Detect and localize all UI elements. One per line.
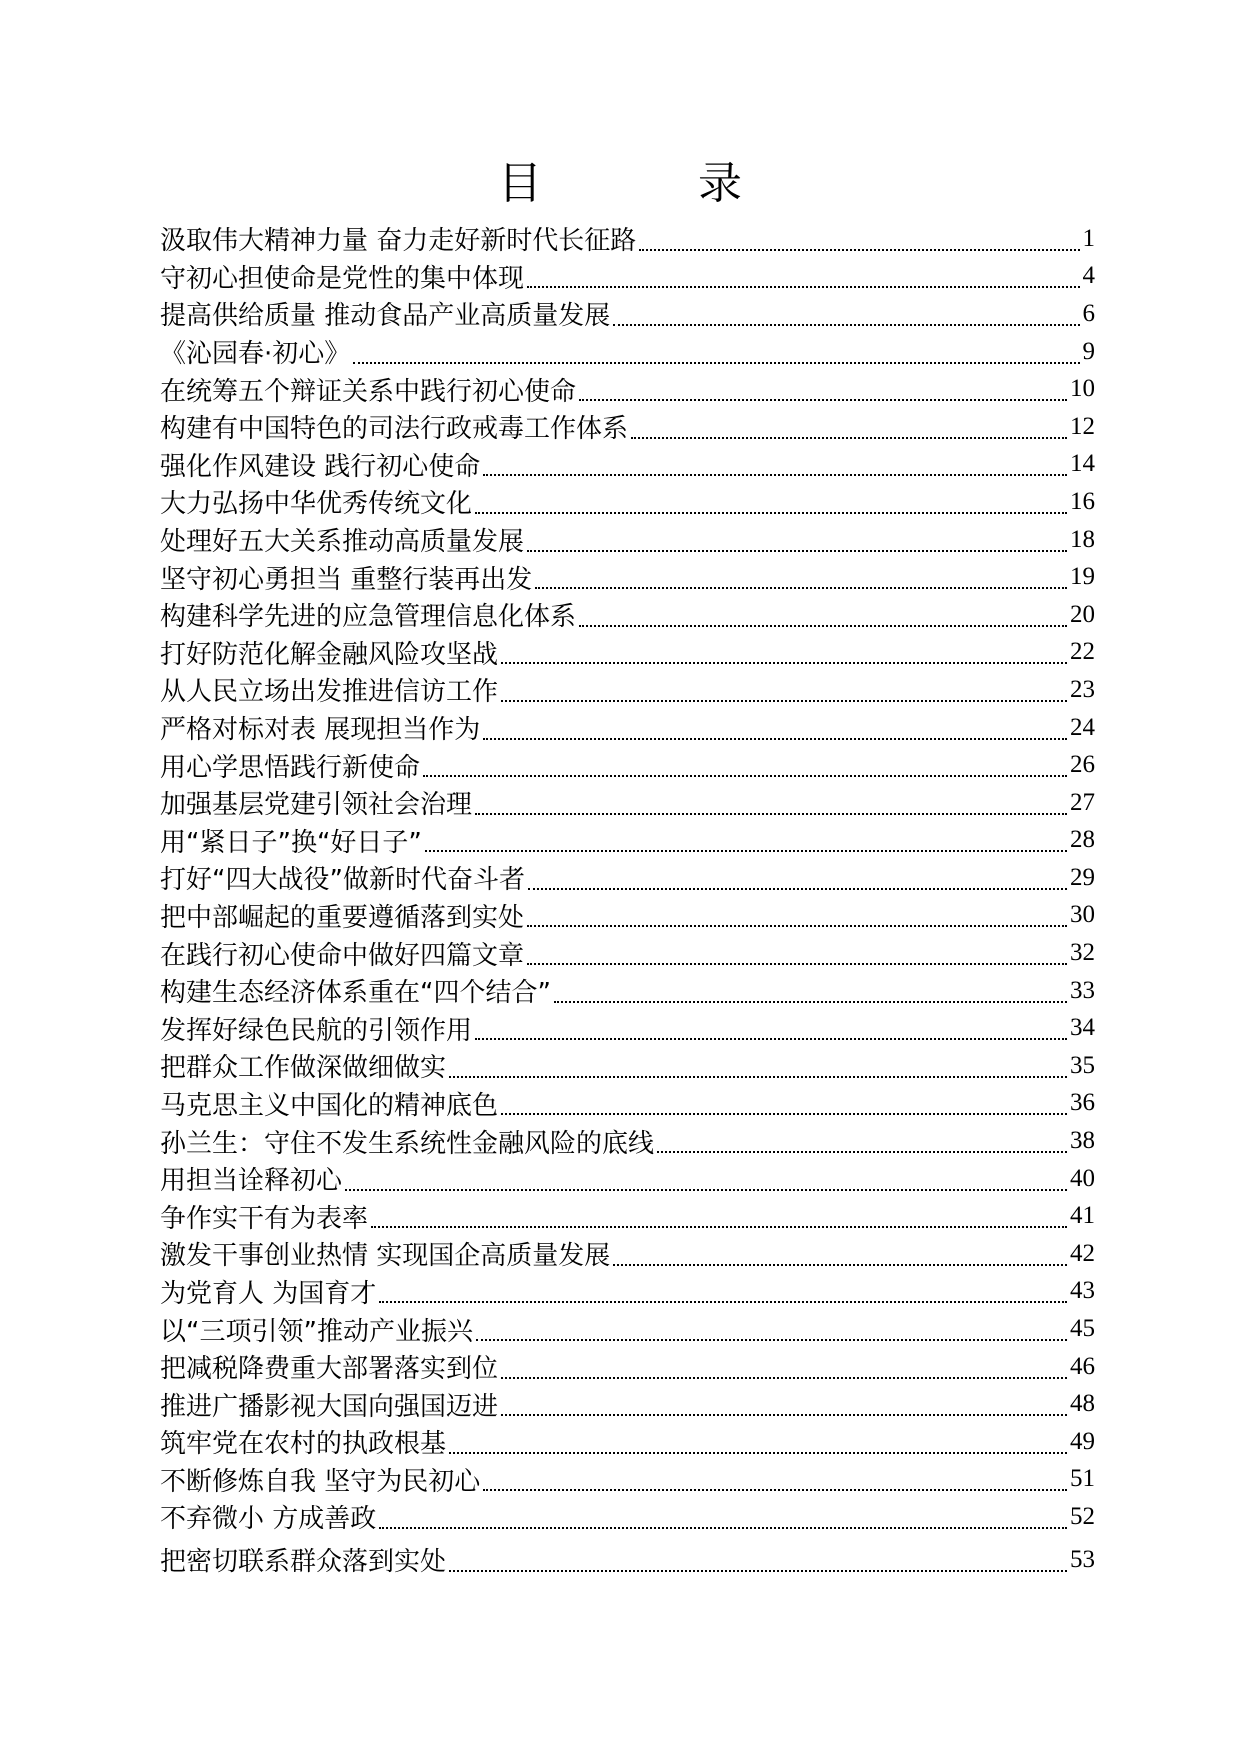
toc-entry-title: 争作实干有为表率 (160, 1203, 369, 1234)
toc-entry-title: 激发干事创业热情 实现国企高质量发展 (160, 1241, 611, 1272)
toc-entry-title: 用心学思悟践行新使命 (160, 752, 421, 783)
toc-dot-leader (475, 512, 1067, 514)
toc-page-number: 4 (1082, 262, 1095, 290)
toc-page-number: 30 (1070, 901, 1095, 929)
toc-page-number: 40 (1070, 1164, 1095, 1192)
toc-page-number: 36 (1070, 1089, 1095, 1117)
toc-page-number: 18 (1070, 525, 1095, 553)
toc-entry[interactable] (160, 295, 1095, 333)
toc-dot-leader (379, 1301, 1067, 1303)
toc-entry[interactable] (160, 333, 1095, 371)
toc-dot-leader (528, 888, 1067, 890)
toc-entry[interactable] (160, 558, 1095, 596)
toc-page-number: 32 (1070, 939, 1095, 967)
toc-entry-title: 把减税降费重大部署落实到位 (160, 1354, 499, 1385)
toc-dot-leader (579, 625, 1067, 627)
toc-entry[interactable] (160, 1273, 1095, 1311)
toc-entry-title: 守初心担使命是党性的集中体现 (160, 263, 525, 294)
toc-page-number: 1 (1082, 224, 1095, 252)
toc-page-number: 19 (1070, 563, 1095, 591)
toc-entry[interactable] (160, 1498, 1095, 1536)
toc-entry-title: 不弃微小 方成善政 (160, 1504, 377, 1535)
toc-entry[interactable] (160, 258, 1095, 296)
toc-entry-title: 从人民立场出发推进信访工作 (160, 677, 499, 708)
toc-entry[interactable] (160, 822, 1095, 860)
toc-page-number: 35 (1070, 1051, 1095, 1079)
toc-dot-leader (483, 738, 1067, 740)
toc-page-number: 45 (1070, 1315, 1095, 1343)
toc-entry[interactable] (160, 1122, 1095, 1160)
toc-entry[interactable] (160, 1348, 1095, 1386)
toc-entry-title: 强化作风建设 践行初心使命 (160, 451, 481, 482)
toc-entry[interactable] (160, 521, 1095, 559)
toc-page-number: 6 (1082, 299, 1095, 327)
toc-page-number: 48 (1070, 1390, 1095, 1418)
toc-entry[interactable] (160, 784, 1095, 822)
toc-entry[interactable] (160, 1235, 1095, 1273)
toc-entry[interactable] (160, 1085, 1095, 1123)
toc-page-number: 26 (1070, 751, 1095, 779)
toc-entry[interactable] (160, 1047, 1095, 1085)
toc-dot-leader (475, 813, 1067, 815)
toc-page-number: 51 (1070, 1465, 1095, 1493)
toc-entry[interactable] (160, 972, 1095, 1010)
toc-dot-leader (501, 662, 1067, 664)
toc-page-number: 28 (1070, 826, 1095, 854)
toc-page-number: 46 (1070, 1352, 1095, 1380)
toc-entry-title: 构建科学先进的应急管理信息化体系 (160, 602, 577, 633)
toc-entry-title: 《沁园春·初心》 (160, 339, 351, 370)
toc-entry[interactable] (160, 220, 1095, 258)
toc-dot-leader (423, 775, 1067, 777)
toc-entry-title: 坚守初心勇担当 重整行装再出发 (160, 564, 533, 595)
toc-entry-title: 为党育人 为国育才 (160, 1278, 377, 1309)
toc-entry-title: 打好防范化解金融风险攻坚战 (160, 639, 499, 670)
toc-entry-title: 构建有中国特色的司法行政戒毒工作体系 (160, 414, 629, 445)
toc-dot-leader (379, 1527, 1067, 1529)
toc-dot-leader (639, 249, 1079, 251)
toc-entry[interactable] (160, 671, 1095, 709)
toc-dot-leader (501, 1377, 1067, 1379)
toc-entry[interactable] (160, 483, 1095, 521)
toc-entry[interactable] (160, 1009, 1095, 1047)
toc-entry[interactable] (160, 1160, 1095, 1198)
toc-page-number: 14 (1070, 450, 1095, 478)
toc-entry-title: 在统筹五个辩证关系中践行初心使命 (160, 376, 577, 407)
toc-entry-title: 不断修炼自我 坚守为民初心 (160, 1466, 481, 1497)
toc-dot-leader (535, 587, 1067, 589)
toc-entry[interactable] (160, 370, 1095, 408)
toc-dot-leader (353, 362, 1079, 364)
toc-entry-title: 处理好五大关系推动高质量发展 (160, 527, 525, 558)
toc-entry[interactable] (160, 709, 1095, 747)
toc-entry-title: 把密切联系群众落到实处 (160, 1547, 447, 1578)
toc-dot-leader (527, 550, 1067, 552)
toc-dot-leader (501, 1113, 1067, 1115)
toc-entry-title: 汲取伟大精神力量 奋力走好新时代长征路 (160, 226, 637, 257)
toc-page-number: 22 (1070, 638, 1095, 666)
toc-entry[interactable] (160, 446, 1095, 484)
toc-dot-leader (631, 437, 1067, 439)
toc-page-number: 27 (1070, 788, 1095, 816)
toc-entry[interactable] (160, 859, 1095, 897)
toc-dot-leader (527, 286, 1079, 288)
toc-dot-leader (483, 474, 1067, 476)
toc-dot-leader (425, 850, 1067, 852)
toc-page-number: 33 (1070, 976, 1095, 1004)
toc-entry[interactable] (160, 1197, 1095, 1235)
toc-entry-title: 在践行初心使命中做好四篇文章 (160, 940, 525, 971)
toc-dot-leader (501, 1414, 1067, 1416)
toc-entry[interactable] (160, 934, 1095, 972)
toc-entry[interactable] (160, 1423, 1095, 1461)
toc-entry-title: 用“紧日子”换“好日子” (160, 827, 422, 858)
toc-dot-leader (449, 1452, 1067, 1454)
toc-dot-leader (345, 1189, 1067, 1191)
toc-dot-leader (613, 1264, 1067, 1266)
toc-entry-title: 发挥好绿色民航的引领作用 (160, 1015, 473, 1046)
toc-page-number: 29 (1070, 863, 1095, 891)
toc-dot-leader (657, 1151, 1067, 1153)
toc-dot-leader (483, 1489, 1067, 1491)
toc-entry-title: 大力弘扬中华优秀传统文化 (160, 489, 473, 520)
toc-entry-title: 孙兰生：守住不发生系统性金融风险的底线 (160, 1128, 655, 1159)
toc-entry[interactable] (160, 1541, 1095, 1579)
toc-dot-leader (476, 1339, 1067, 1341)
toc-dot-leader (613, 324, 1079, 326)
toc-dot-leader (579, 399, 1067, 401)
toc-entry[interactable] (160, 596, 1095, 634)
toc-entry[interactable] (160, 1385, 1095, 1423)
toc-page-number: 53 (1070, 1545, 1095, 1573)
toc-page-number: 38 (1070, 1127, 1095, 1155)
toc-page-number: 16 (1070, 487, 1095, 515)
toc-dot-leader (449, 1076, 1067, 1078)
toc-dot-leader (527, 925, 1067, 927)
toc-page-number: 41 (1070, 1202, 1095, 1230)
toc-page-number: 43 (1070, 1277, 1095, 1305)
toc-dot-leader (449, 1570, 1067, 1572)
toc-entry-title: 提高供给质量 推动食品产业高质量发展 (160, 301, 611, 332)
toc-dot-leader (475, 1038, 1067, 1040)
toc-entry-title: 用担当诠释初心 (160, 1166, 343, 1197)
toc-page-number: 52 (1070, 1502, 1095, 1530)
toc-entry-title: 筑牢党在农村的执政根基 (160, 1429, 447, 1460)
toc-entry-title: 把中部崛起的重要遵循落到实处 (160, 902, 525, 933)
toc-entry-title: 构建生态经济体系重在“四个结合” (160, 978, 551, 1009)
toc-dot-leader (527, 963, 1067, 965)
toc-entry[interactable] (160, 408, 1095, 446)
toc-entry-title: 推进广播影视大国向强国迈进 (160, 1391, 499, 1422)
toc-page-number: 34 (1070, 1014, 1095, 1042)
toc-page-number: 23 (1070, 675, 1095, 703)
toc-page-number: 42 (1070, 1239, 1095, 1267)
toc-dot-leader (554, 1001, 1067, 1003)
toc-entry[interactable] (160, 1461, 1095, 1499)
toc-list (160, 220, 1095, 1578)
toc-entry[interactable] (160, 746, 1095, 784)
toc-page-number: 9 (1082, 337, 1095, 365)
toc-entry[interactable] (160, 1310, 1095, 1348)
toc-entry[interactable] (160, 634, 1095, 672)
toc-entry[interactable] (160, 897, 1095, 935)
toc-page-number: 10 (1070, 375, 1095, 403)
toc-page-number: 12 (1070, 412, 1095, 440)
toc-title: 目 录 (498, 158, 798, 209)
toc-entry-title: 严格对标对表 展现担当作为 (160, 715, 481, 746)
toc-entry-title: 加强基层党建引领社会治理 (160, 790, 473, 821)
toc-entry-title: 马克思主义中国化的精神底色 (160, 1090, 499, 1121)
toc-page-number: 20 (1070, 600, 1095, 628)
toc-entry-title: 把群众工作做深做细做实 (160, 1053, 447, 1084)
toc-entry-title: 打好“四大战役”做新时代奋斗者 (160, 865, 525, 896)
toc-dot-leader (501, 700, 1067, 702)
toc-entry-title: 以“三项引领”推动产业振兴 (160, 1316, 473, 1347)
toc-page-number: 24 (1070, 713, 1095, 741)
toc-dot-leader (371, 1226, 1067, 1228)
toc-page-number: 49 (1070, 1427, 1095, 1455)
